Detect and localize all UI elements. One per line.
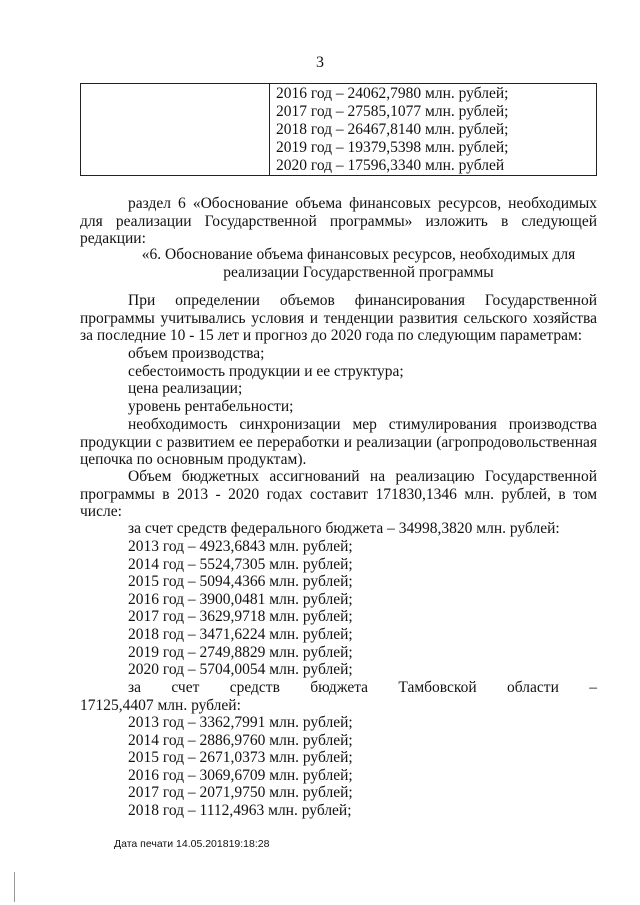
list-item: 2014 год – 2886,9760 млн. рублей;	[128, 731, 353, 749]
heading-line-2: реализации Государственной программы	[223, 264, 494, 281]
table-line: 2016 год – 24062,7980 млн. рублей;	[276, 85, 509, 102]
budget-table	[80, 83, 597, 176]
table-line: 2018 год – 26467,8140 млн. рублей;	[276, 121, 509, 138]
list-item: 2018 год – 3471,6224 млн. рублей;	[128, 625, 353, 643]
list-item: 2015 год – 2671,0373 млн. рублей;	[128, 749, 353, 767]
regional-budget-total: 17125,4407 млн. рублей:	[80, 697, 241, 714]
list-item: цена реализации;	[128, 380, 243, 398]
paragraph-budget-total: Объем бюджетных ассигнований на реализацию Государственной программы в 2013 - 2020 годах составит 171830,1346 млн. рублей, в том числе:	[80, 468, 597, 521]
regional-word: Тамбовской	[398, 679, 477, 696]
list-item: 2020 год – 5704,0054 млн. рублей;	[128, 661, 353, 679]
list-item: уровень рентабельности;	[128, 397, 294, 415]
list-item: 2016 год – 3069,6709 млн. рублей;	[128, 766, 353, 784]
list-item: 2014 год – 5524,7305 млн. рублей;	[128, 555, 353, 573]
table-years-cell	[270, 84, 597, 176]
paragraph-parameters: При определении объемов финансирования Государственной программы учитывались условия и тенденции развития сельского хозяйства за последние 10 - 15 лет и прогноз до 2020 года по следующим параметрам:	[80, 292, 597, 345]
table-line: 2017 год – 27585,1077 млн. рублей;	[276, 103, 509, 120]
list-item: 2013 год – 3362,7991 млн. рублей;	[128, 714, 353, 731]
table-line: 2020 год – 17596,3340 млн. рублей	[276, 157, 505, 174]
federal-budget-label: за счет средств федерального бюджета – 34998,3820 млн. рублей:	[128, 520, 560, 537]
regional-budget-line	[128, 679, 597, 697]
print-date-footer: Дата печати 14.05.201819:18:28	[114, 838, 270, 850]
intro-paragraph: раздел 6 «Обоснование объема финансовых ресурсов, необходимых для реализации Государственной программы» изложить в следующей редакции:	[80, 195, 597, 248]
regional-word: за	[128, 679, 142, 696]
list-item: 2015 год – 5094,4366 млн. рублей;	[128, 573, 353, 591]
table-empty-cell	[81, 84, 270, 176]
paragraph-synchronization: необходимость синхронизации мер стимулирования производства продукции с развитием ее переработки и реализации (агропродовольственная цепочка по основным продуктам).	[80, 416, 597, 469]
list-item: себестоимость продукции и ее структура;	[128, 362, 404, 380]
parameters-list	[128, 345, 404, 415]
regional-years-list	[128, 714, 353, 820]
list-item: объем производства;	[128, 345, 265, 362]
heading-line-1: «6. Обоснование объема финансовых ресурсов, необходимых для	[141, 246, 576, 263]
table-line: 2019 год – 19379,5398 млн. рублей;	[276, 139, 509, 156]
list-item: 2016 год – 3900,0481 млн. рублей;	[128, 590, 353, 608]
list-item: 2017 год – 2071,9750 млн. рублей;	[128, 784, 353, 802]
list-item: 2017 год – 3629,9718 млн. рублей;	[128, 608, 353, 626]
page-number: 3	[316, 54, 324, 71]
regional-word: счет	[171, 679, 200, 696]
regional-word: –	[589, 679, 597, 696]
regional-word: бюджета	[310, 679, 369, 696]
section-heading	[80, 246, 597, 282]
regional-word: области	[507, 679, 559, 696]
federal-years-list	[128, 538, 353, 679]
regional-word: средств	[229, 679, 280, 696]
list-item: 2019 год – 2749,8829 млн. рублей;	[128, 643, 353, 661]
scan-edge-mark	[14, 872, 15, 902]
list-item: 2013 год – 4923,6843 млн. рублей;	[128, 538, 353, 555]
list-item: 2018 год – 1112,4963 млн. рублей;	[128, 801, 352, 819]
